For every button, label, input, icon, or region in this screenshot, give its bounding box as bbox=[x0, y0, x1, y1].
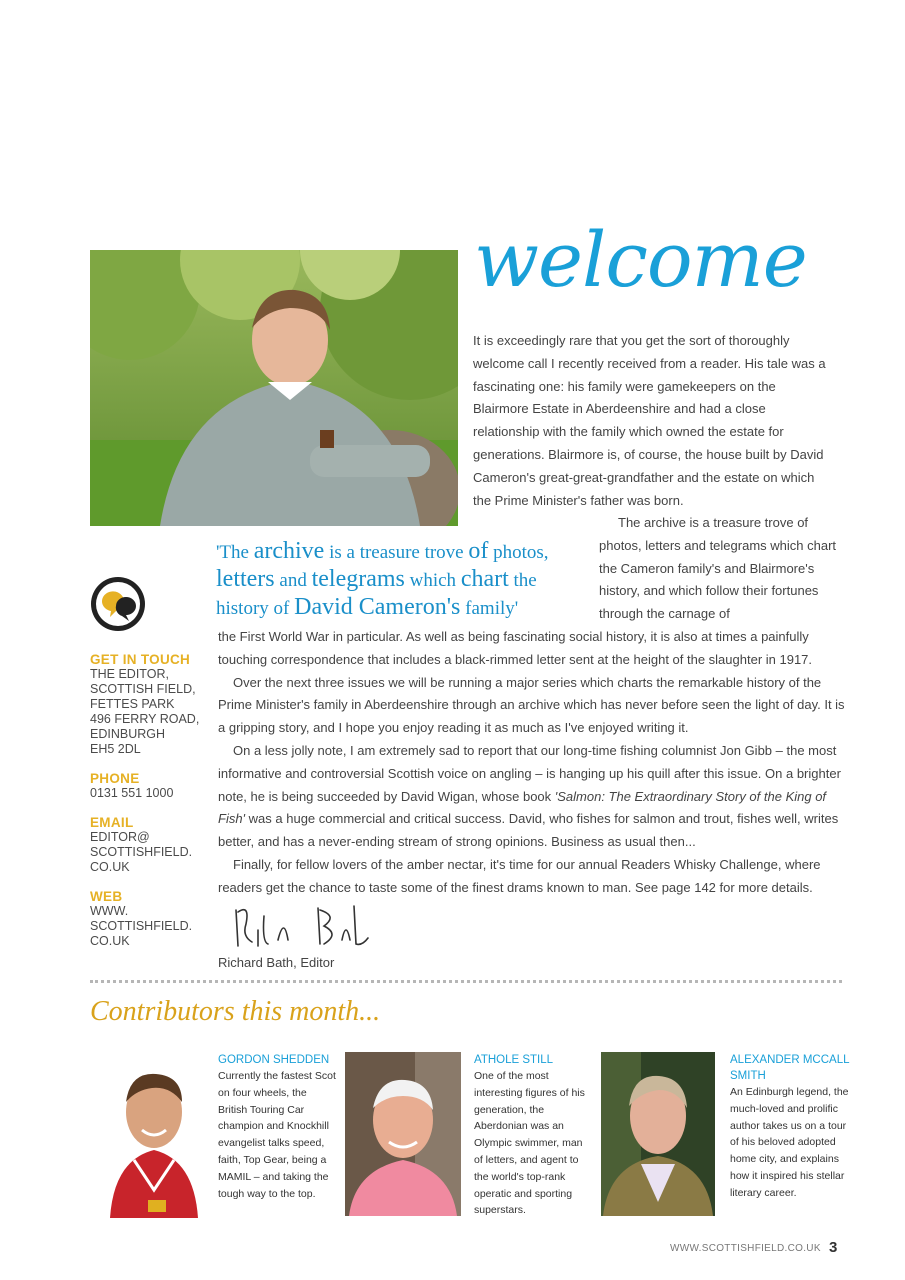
article-paragraph-4: On a less jolly note, I am extremely sad to report that our long-time fishing columnist Jon Gibb – the most informative and controversial Scottish voice on angling – is hanging up his quill after this issue. On a brighter note, he is being succeeded by David Wigan, whose book 'Salmon: The Extraordinary Story of the King of Fish' was a huge commercial and critical success. David, who fishes for salmon and trout, fishes well, writes better, and has a never-ending stream of strong opinions. Business as usual then... bbox=[218, 742, 841, 850]
contributor-photo bbox=[601, 1052, 715, 1216]
article-paragraph-5: Finally, for fellow lovers of the amber nectar, it's time for our annual Readers Whisky Challenge, where readers get the chance to taste some of the finest drams known to man. See page 142 for more details. bbox=[218, 856, 821, 895]
web-address: WWW. SCOTTISHFIELD. CO.UK bbox=[90, 904, 193, 948]
sign-off: Richard Bath, Editor bbox=[218, 955, 335, 970]
email-address: EDITOR@ SCOTTISHFIELD. CO.UK bbox=[90, 830, 193, 874]
article-body bbox=[218, 626, 848, 900]
phone-number: 0131 551 1000 bbox=[90, 786, 174, 800]
contact-address: THE EDITOR, SCOTTISH FIELD, FETTES PARK 496 FERRY ROAD, EDINBURGH EH5 2DL bbox=[90, 667, 200, 756]
article-paragraph-2-text: The archive is a treasure trove of photos, letters and telegrams which chart the Cameron family's and Blairmore's history, and which follow their fortunes through the carnage of bbox=[599, 515, 837, 622]
contributor-bio: One of the most interesting figures of his generation, the Aberdonian was an Olympic swimmer, man of letters, and agent to the world's top-rank operatic and sporting superstars. bbox=[474, 1070, 585, 1217]
contributor-bio: Currently the fastest Scot on four wheels, the British Touring Car champion and Knockhill evangelist talks speed, faith, Top Gear, being a MAMIL – and taking the tough way to the top. bbox=[218, 1070, 336, 1200]
speech-bubble-icon bbox=[90, 576, 146, 632]
contributor-card bbox=[474, 1052, 594, 1219]
article-paragraph-cont: the First World War in particular. As well as being fascinating social history, it is also at times a painfully touching correspondence that includes a black-rimmed letter sent at the height of the slaughter in 1917. bbox=[218, 629, 813, 667]
page-title: welcome bbox=[474, 215, 807, 304]
book-title: 'Salmon: The Extraordinary Story of the King of Fish' bbox=[218, 788, 827, 827]
phone-heading: PHONE bbox=[90, 771, 140, 786]
contributor-photo bbox=[345, 1052, 461, 1216]
editor-signature bbox=[228, 896, 378, 954]
contact-sidebar bbox=[90, 652, 210, 963]
contributor-card bbox=[730, 1052, 852, 1202]
pull-quote: 'The archive is a treasure trove of photos, letters and telegrams which chart the history of David Cameron's family' bbox=[216, 538, 549, 620]
contributor-name: ATHOLE STILL bbox=[474, 1054, 554, 1066]
dotted-divider bbox=[90, 980, 842, 983]
contributor-name: GORDON SHEDDEN bbox=[218, 1054, 330, 1066]
email-heading: EMAIL bbox=[90, 815, 134, 830]
contributor-photo bbox=[104, 1050, 204, 1218]
contributor-card bbox=[218, 1052, 338, 1202]
article-paragraph-2 bbox=[599, 512, 839, 626]
web-heading: WEB bbox=[90, 889, 123, 904]
editor-photo bbox=[90, 250, 458, 526]
contributor-bio: An Edinburgh legend, the much-loved and prolific author takes us on a tour of his beloved adopted home city, and explains how it inspired his stellar literary career. bbox=[730, 1086, 849, 1199]
article-paragraph-1: It is exceedingly rare that you get the sort of thoroughly welcome call I recently received from a reader. His tale was a fascinating one: his family were gamekeepers on the Blairmore Estate in Aberdeenshire and had a close relationship with the family which owned the estate for generations. Blairmore is, of course, the house built by David Cameron's great-great-grandfather and the estate on which the Prime Minister's father was born. bbox=[473, 333, 826, 508]
contributors-heading: Contributors this month... bbox=[90, 996, 381, 1027]
contributor-name: ALEXANDER MCCALL SMITH bbox=[730, 1054, 850, 1082]
get-in-touch-heading: GET IN TOUCH bbox=[90, 652, 191, 667]
article-paragraph-3: Over the next three issues we will be running a major series which charts the remarkable history of the Prime Minister's family in Aberdeenshire through an archive which has never before seen the light of day. It is a gripping story, and I hope you enjoy reading it as much as I've enjoyed writing it. bbox=[218, 674, 845, 736]
page-number: 3 bbox=[829, 1239, 838, 1256]
footer-url[interactable]: WWW.SCOTTISHFIELD.CO.UK bbox=[670, 1243, 821, 1254]
